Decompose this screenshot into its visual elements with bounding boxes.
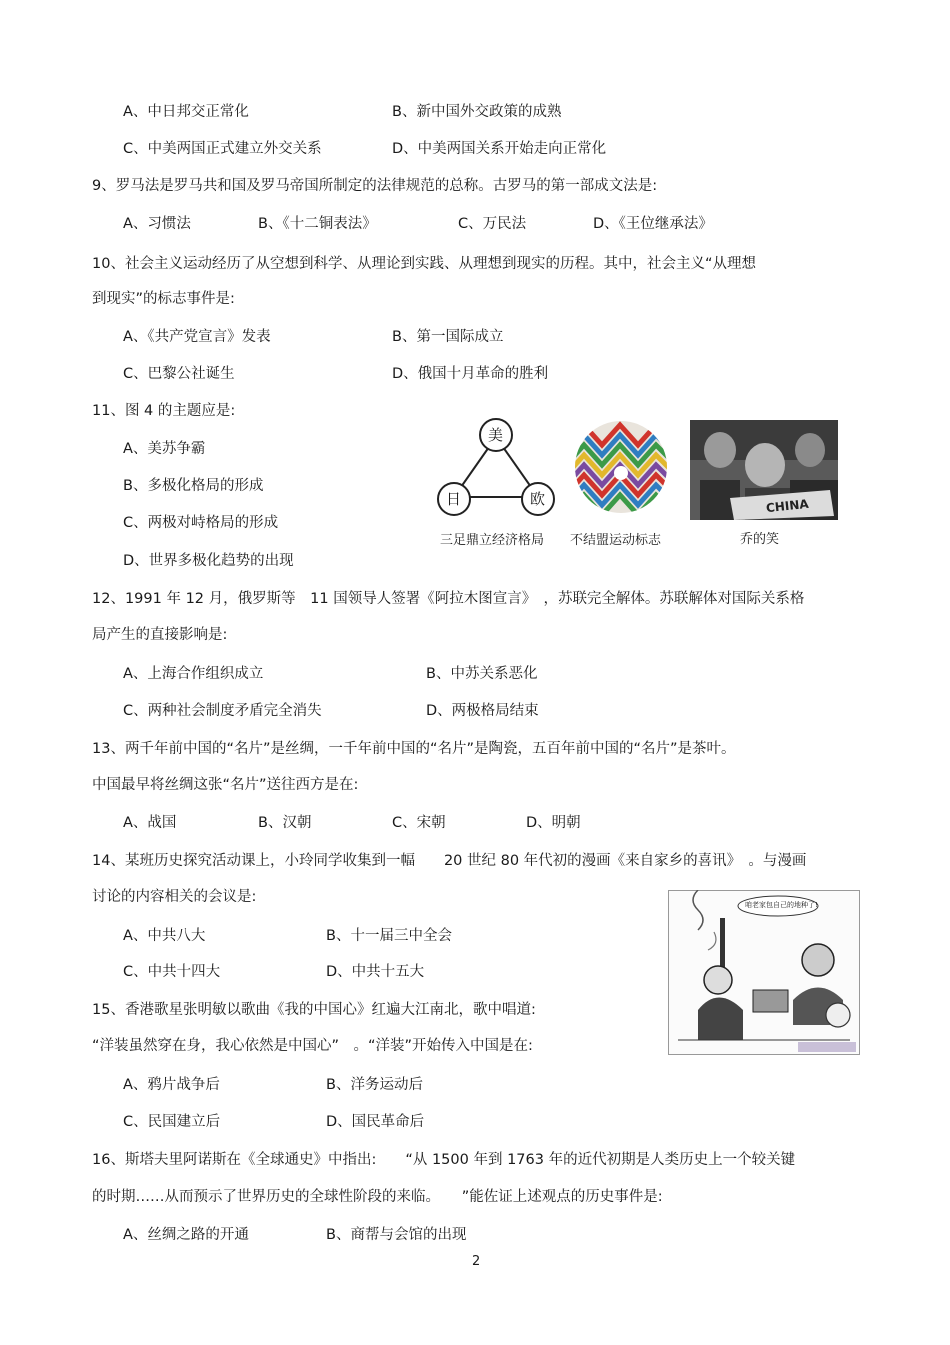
china-sign: CHINA — [765, 496, 810, 516]
qiao-laugh-caption: 乔的笑 — [740, 532, 780, 547]
q9-option-d: D、《王位继承法》 — [593, 216, 713, 232]
q10-stem-line2: 到现实”的标志事件是: — [92, 291, 235, 307]
tripod-caption: 三足鼎立经济格局 — [440, 533, 545, 548]
q10-option-a: A、《共产党宣言》发表 — [123, 329, 271, 345]
q12-option-c: C、两种社会制度矛盾完全消失 — [123, 703, 322, 719]
figure-nonaligned-logo — [566, 415, 681, 555]
q16-stem-line2: 的时期……从而预示了世界历史的全球性阶段的来临。 ”能佐证上述观点的历史事件是: — [92, 1189, 663, 1205]
q16-option-a: A、丝绸之路的开通 — [123, 1227, 249, 1243]
q13-option-a: A、战国 — [123, 815, 177, 831]
q12-option-a: A、上海合作组织成立 — [123, 666, 264, 682]
q13-option-c: C、宋朝 — [392, 815, 446, 831]
q8-option-a: A、中日邦交正常化 — [123, 104, 249, 120]
q10-option-d: D、俄国十月革命的胜利 — [392, 366, 549, 382]
q15-option-c: C、民国建立后 — [123, 1114, 221, 1130]
q10-stem-line1: 10、社会主义运动经历了从空想到科学、从理论到实践、从理想到现实的历程。其中，社会主义“从理想 — [92, 256, 756, 272]
q13-option-d: D、明朝 — [526, 815, 581, 831]
q11-stem: 11、图 4 的主题应是: — [92, 403, 236, 419]
q14-option-a: A、中共八大 — [123, 928, 206, 944]
q15-option-b: B、洋务运动后 — [326, 1077, 423, 1093]
q14-option-d: D、中共十五大 — [326, 964, 425, 980]
q14-stem-line1: 14、某班历史探究活动课上，小玲同学收集到一幅 20 世纪 80 年代初的漫画《来自家乡的喜讯》 。与漫画 — [92, 853, 807, 869]
nonaligned-emblem-icon — [566, 415, 676, 515]
q8-option-d: D、中美两国关系开始走向正常化 — [392, 141, 607, 157]
q13-stem-line1: 13、两千年前中国的“名片”是丝绸，一千年前中国的“名片”是陶瓷，五百年前中国的“名片”是茶叶。 — [92, 741, 736, 757]
q13-option-b: B、汉朝 — [258, 815, 312, 831]
q10-option-c: C、巴黎公社诞生 — [123, 366, 235, 382]
q15-stem-line2: “洋装虽然穿在身，我心依然是中国心” 。“洋装”开始传入中国是在: — [92, 1038, 533, 1054]
tripod-label-us: 美 — [488, 426, 504, 444]
q14-option-c: C、中共十四大 — [123, 964, 221, 980]
q8-option-c: C、中美两国正式建立外交关系 — [123, 141, 322, 157]
q9-option-b: B、《十二铜表法》 — [258, 216, 377, 232]
q9-stem: 9、罗马法是罗马共和国及罗马帝国所制定的法律规范的总称。古罗马的第一部成文法是: — [92, 178, 658, 194]
figure-qiao-laugh-photo — [690, 420, 840, 555]
qiao-laugh-photo-image — [690, 420, 838, 520]
q11-option-d: D、世界多极化趋势的出现 — [123, 553, 294, 569]
q16-stem-line1: 16、斯塔夫里阿诺斯在《全球通史》中指出: “从 1500 年到 1763 年的近代初期是人类历史上一个较关键 — [92, 1152, 796, 1168]
q11-option-c: C、两极对峙格局的形成 — [123, 515, 279, 531]
nonaligned-caption: 不结盟运动标志 — [570, 533, 662, 548]
q9-option-c: C、万民法 — [458, 216, 527, 232]
q9-option-a: A、习惯法 — [123, 216, 191, 232]
figure-tripod-economy — [432, 415, 562, 555]
figure-hometown-good-news-cartoon — [668, 890, 860, 1055]
q12-stem-line1: 12、1991 年 12 月，俄罗斯等 11 国领导人签署《阿拉木图宣言》 ，苏联完全解体。苏联解体对国际关系格 — [92, 591, 805, 607]
tripod-label-europe: 欧 — [530, 490, 546, 508]
q12-option-d: D、两极格局结束 — [426, 703, 539, 719]
q12-stem-line2: 局产生的直接影响是: — [92, 627, 228, 643]
q16-option-b: B、商帮与会馆的出现 — [326, 1227, 467, 1243]
q11-option-a: A、美苏争霸 — [123, 441, 206, 457]
q11-option-b: B、多极化格局的形成 — [123, 478, 264, 494]
q13-stem-line2: 中国最早将丝绸这张“名片”送往西方是在: — [92, 777, 359, 793]
page-number: 2 — [472, 1254, 481, 1269]
q14-option-b: B、十一届三中全会 — [326, 928, 452, 944]
q10-option-b: B、第一国际成立 — [392, 329, 504, 345]
cartoon-speech-bubble: 咱老家包自己的地种了! — [745, 901, 818, 909]
q14-stem-line2: 讨论的内容相关的会议是: — [92, 889, 257, 905]
q15-stem-line1: 15、香港歌星张明敏以歌曲《我的中国心》红遍大江南北，歌中唱道: — [92, 1002, 536, 1018]
tripod-label-japan: 日 — [446, 490, 462, 508]
q8-option-b: B、新中国外交政策的成熟 — [392, 104, 562, 120]
q12-option-b: B、中苏关系恶化 — [426, 666, 538, 682]
q15-option-d: D、国民革命后 — [326, 1114, 425, 1130]
q15-option-a: A、鸦片战争后 — [123, 1077, 220, 1093]
cartoon-drawing — [668, 890, 860, 1055]
